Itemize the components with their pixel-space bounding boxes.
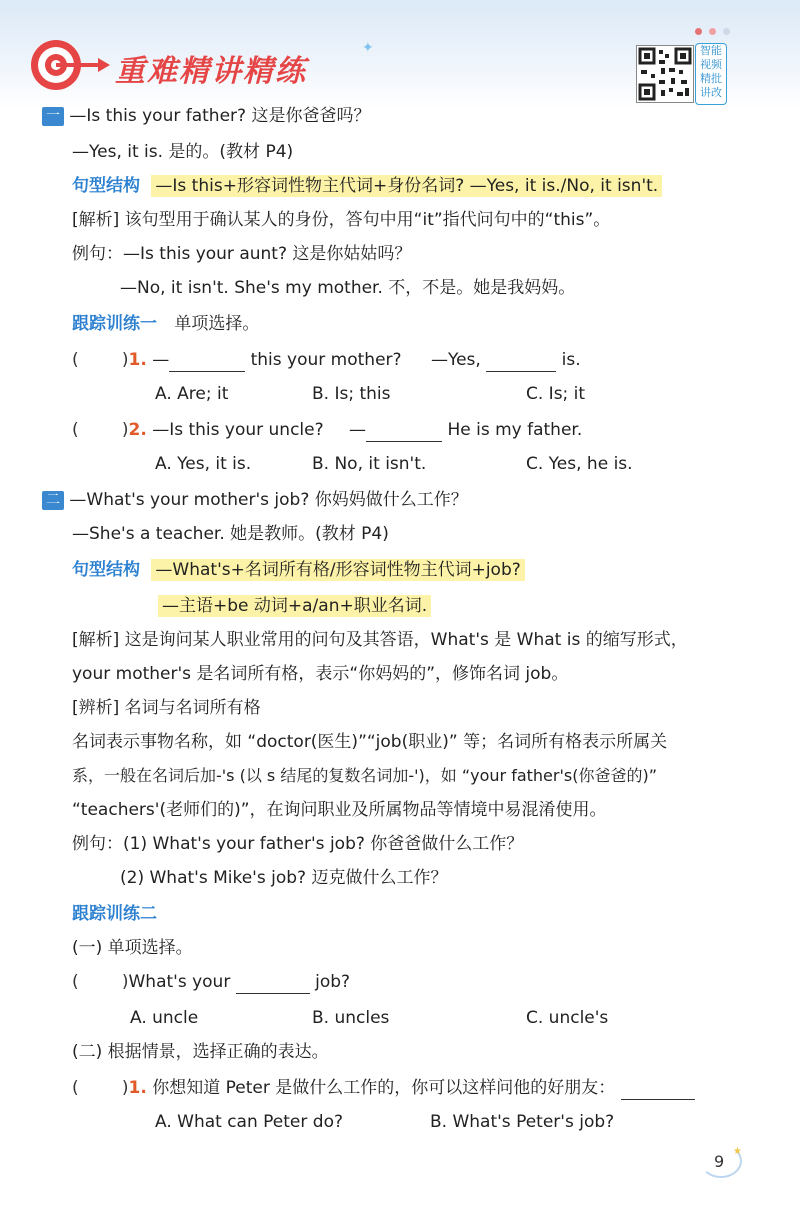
s2-q2-option-a[interactable]: A. What can Peter do? bbox=[155, 1112, 343, 1132]
drill-label: 跟踪训练二 bbox=[72, 904, 157, 924]
question-number: 1. bbox=[128, 350, 147, 370]
section-number-badge: 一 bbox=[42, 107, 64, 126]
s1-example-2: —No, it isn't. She's my mother. 不，不是。她是我妈妈。 bbox=[120, 278, 576, 298]
analysis-text: 该句型用于确认某人的身份，答句中用“it”指代问句中的“this”。 bbox=[124, 210, 611, 230]
s1-question-text: —Is this your father? 这是你爸爸吗？ bbox=[69, 106, 371, 126]
s2-drill-header bbox=[72, 902, 157, 926]
s2-distinction bbox=[72, 696, 261, 720]
s1-answer: —Yes, it is. 是的。(教材 P4) bbox=[72, 142, 294, 162]
s2-example-2: (2) What's Mike's job? 迈克做什么工作？ bbox=[120, 868, 448, 888]
target-icon bbox=[28, 36, 112, 98]
answer-bracket[interactable]: ( ) bbox=[72, 350, 129, 370]
s2-q1-option-a[interactable]: A. uncle bbox=[130, 1008, 199, 1028]
q-text: He is my father. bbox=[447, 420, 583, 440]
dot bbox=[723, 28, 730, 35]
s2-analysis-line-2: your mother's 是名词所有格，表示“你妈妈的”，修饰名词 job。 bbox=[72, 664, 569, 684]
s1-q2-option-a[interactable]: A. Yes, it is. bbox=[155, 454, 252, 474]
structure-label: 句型结构 bbox=[72, 560, 140, 580]
s2-question bbox=[42, 488, 468, 512]
question-number: 2. bbox=[128, 420, 147, 440]
s1-structure bbox=[72, 174, 662, 198]
s2-part-2-title: (二) 根据情景，选择正确的表达。 bbox=[72, 1042, 329, 1062]
q-text: 你想知道 Peter 是做什么工作的，你可以这样问他的好朋友： bbox=[152, 1078, 616, 1098]
s1-analysis bbox=[72, 208, 610, 232]
structure-text: —What's+名词所有格/形容词性物主代词+job? bbox=[151, 559, 524, 581]
q-text: What's your bbox=[128, 972, 231, 992]
example-text: (1) What's your father's job? 你爸爸做什么工作？ bbox=[123, 834, 524, 854]
s1-q2 bbox=[72, 418, 582, 442]
s2-q1 bbox=[72, 970, 350, 994]
answer-blank[interactable] bbox=[169, 353, 245, 372]
section-title: 重难精讲精练 bbox=[115, 54, 307, 89]
s1-example-1 bbox=[72, 242, 411, 266]
analysis-text: 这是询问某人职业常用的问句及其答语，What's 是 What is 的缩写形式， bbox=[124, 630, 688, 650]
s1-q2-option-b[interactable]: B. No, it isn't. bbox=[312, 454, 427, 474]
page-number: 9 bbox=[714, 1152, 725, 1171]
s2-part-1-title: (一) 单项选择。 bbox=[72, 938, 193, 958]
s2-analysis-line-1 bbox=[72, 628, 688, 652]
drill-title: 单项选择。 bbox=[174, 314, 260, 334]
s1-q1-option-b[interactable]: B. Is; this bbox=[312, 384, 391, 404]
analysis-label: [解析] bbox=[72, 630, 120, 650]
star-icon: ★ bbox=[733, 1146, 742, 1157]
q-text: —Is this your uncle? bbox=[152, 420, 324, 440]
q-text: — bbox=[152, 350, 170, 370]
drill-label: 跟踪训练一 bbox=[72, 314, 157, 334]
s2-q2 bbox=[72, 1076, 695, 1100]
question-number: 1. bbox=[128, 1078, 147, 1098]
s2-structure bbox=[72, 558, 525, 582]
answer-blank[interactable] bbox=[236, 975, 310, 994]
s2-distinction-line-3: “teachers'(老师们的)”，在询问职业及所属物品等情境中易混淆使用。 bbox=[72, 800, 607, 820]
structure-text: —主语+be 动词+a/an+职业名词. bbox=[158, 595, 431, 617]
qr-label-line: 精批 bbox=[700, 72, 722, 85]
answer-blank[interactable] bbox=[621, 1081, 695, 1100]
analysis-label: [解析] bbox=[72, 210, 120, 230]
q-text: this your mother? bbox=[250, 350, 402, 370]
dot bbox=[709, 28, 716, 35]
answer-blank[interactable] bbox=[366, 423, 442, 442]
distinction-label: [辨析] bbox=[72, 698, 120, 718]
example-text: —Is this your aunt? 这是你姑姑吗？ bbox=[123, 244, 412, 264]
sparkle-icon: ✦ bbox=[362, 40, 374, 56]
example-label: 例句： bbox=[72, 244, 123, 264]
dot bbox=[695, 28, 702, 35]
answer-bracket[interactable]: ( ) bbox=[72, 1078, 129, 1098]
s1-drill-header bbox=[72, 312, 259, 336]
answer-bracket[interactable]: ( ) bbox=[72, 972, 129, 992]
s1-question bbox=[42, 104, 370, 128]
answer-blank[interactable] bbox=[486, 353, 556, 372]
s2-q1-option-b[interactable]: B. uncles bbox=[312, 1008, 390, 1028]
s1-q1 bbox=[72, 348, 581, 372]
q-text: job? bbox=[315, 972, 351, 992]
s2-distinction-line-2: 系，一般在名词后加-'s (以 s 结尾的复数名词加-')，如 “your father's(你爸爸的)” bbox=[72, 766, 657, 785]
s2-question-text: —What's your mother's job? 你妈妈做什么工作？ bbox=[69, 490, 468, 510]
s2-distinction-line-1: 名词表示事物名称，如 “doctor(医生)”“job(职业)” 等；名词所有格表示所属关 bbox=[72, 732, 668, 752]
q-text: is. bbox=[561, 350, 581, 370]
example-label: 例句： bbox=[72, 834, 123, 854]
decorative-dots bbox=[688, 20, 730, 39]
structure-label: 句型结构 bbox=[72, 176, 140, 196]
qr-label-line: 视频 bbox=[700, 58, 722, 71]
section-number-badge: 二 bbox=[42, 491, 64, 510]
s2-structure-answer bbox=[158, 594, 431, 618]
s2-q1-option-c[interactable]: C. uncle's bbox=[526, 1008, 609, 1028]
s1-q1-option-c[interactable]: C. Is; it bbox=[526, 384, 586, 404]
q-text: —Yes, bbox=[430, 350, 481, 370]
s1-q1-option-a[interactable]: A. Are; it bbox=[155, 384, 229, 404]
qr-label-line: 智能 bbox=[700, 44, 722, 57]
qr-label bbox=[695, 43, 727, 105]
s2-example-1 bbox=[72, 832, 523, 856]
qr-code[interactable] bbox=[636, 45, 694, 103]
s1-q2-option-c[interactable]: C. Yes, he is. bbox=[526, 454, 633, 474]
distinction-title: 名词与名词所有格 bbox=[124, 698, 261, 718]
q-text: — bbox=[349, 420, 367, 440]
structure-text: —Is this+形容词性物主代词+身份名词? —Yes, it is./No, it isn't. bbox=[151, 175, 662, 197]
qr-label-line: 讲改 bbox=[700, 86, 722, 99]
s2-q2-option-b[interactable]: B. What's Peter's job? bbox=[430, 1112, 615, 1132]
s2-answer: —She's a teacher. 她是教师。(教材 P4) bbox=[72, 524, 389, 544]
answer-bracket[interactable]: ( ) bbox=[72, 420, 129, 440]
